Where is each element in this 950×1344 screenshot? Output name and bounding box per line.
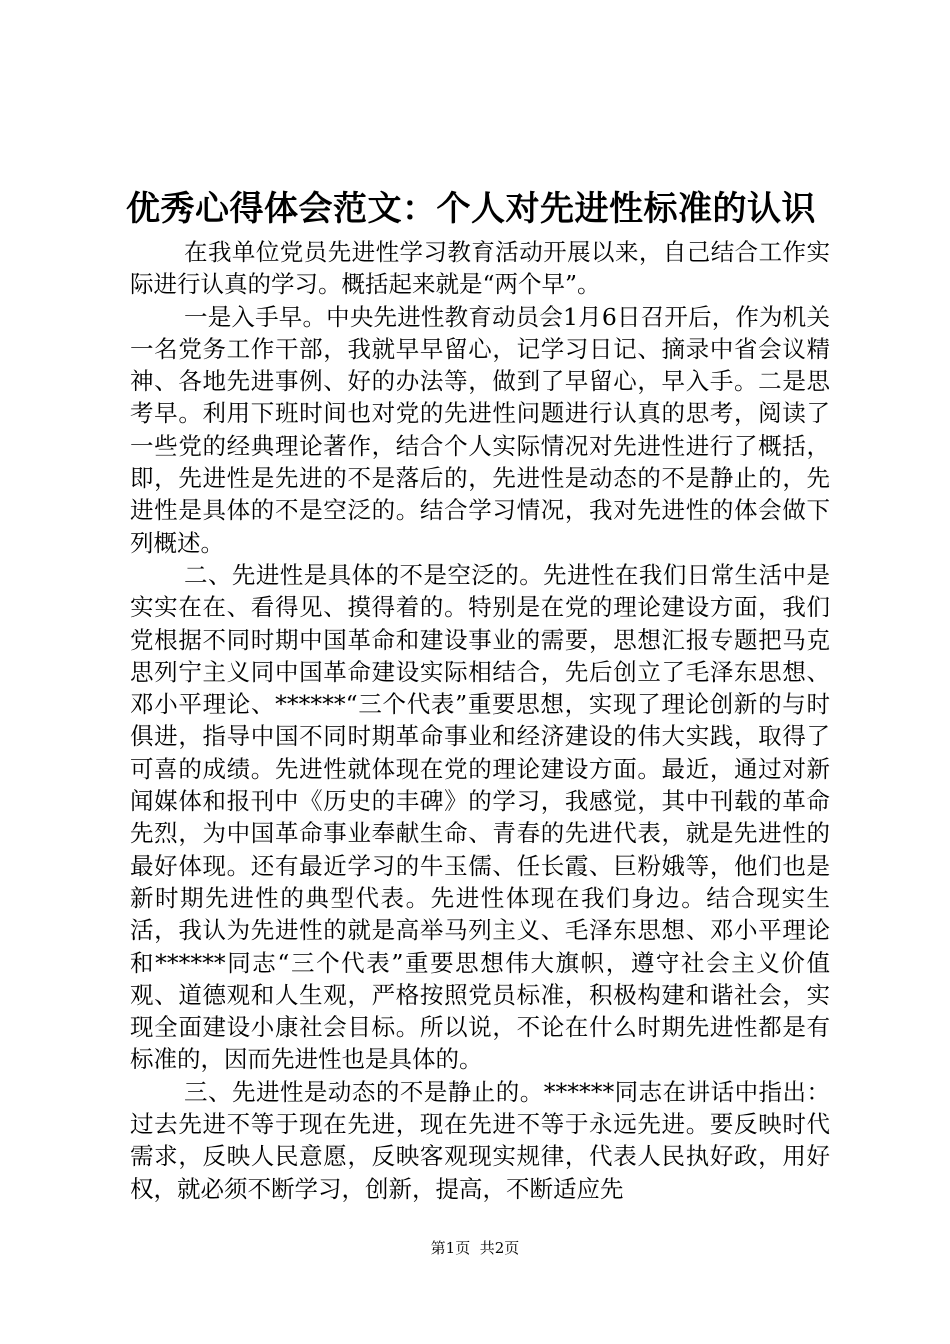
page-total: 共2页	[479, 1239, 520, 1257]
paragraph-4: 三、先进性是动态的不是静止的。******同志在讲话中指出：过去先进不等于现在先进，现在先进不等于永远先进。要反映时代需求，反映人民意愿，反映客观现实规律，代表人民执好政，用好权，就必须不断学习，创新，提高，不断适应先	[130, 1077, 830, 1203]
paragraph-2: 一是入手早。中央先进性教育动员会1月6日召开后，作为机关一名党务工作干部，我就早早留心，记学习日记、摘录中省会议精神、各地先进事例、好的办法等，做到了早留心，早入手。二是思考早。利用下班时间也对党的先进性问题进行认真的思考，阅读了一些党的经典理论著作，结合个人实际情况对先进性进行了概括，即，先进性是先进的不是落后的，先进性是动态的不是静止的，先进性是具体的不是空泛的。结合学习情况，我对先进性的体会做下列概述。	[130, 302, 830, 557]
document-title: 优秀心得体会范文：个人对先进性标准的认识	[126, 189, 816, 229]
document-body	[130, 236, 830, 1205]
paragraph-1: 在我单位党员先进性学习教育活动开展以来，自己结合工作实际进行认真的学习。概括起来就是“两个早”。	[130, 238, 830, 299]
paragraph-3: 二、先进性是具体的不是空泛的。先进性在我们日常生活中是实实在在、看得见、摸得着的。特别是在党的理论建设方面，我们党根据不同时期中国革命和建设事业的需要，思想汇报专题把马克思列宁主义同中国革命建设实际相结合，先后创立了毛泽东思想、邓小平理论、******“三个代表”重要思想，实现了理论创新的与时俱进，指导中国不同时期革命事业和经济建设的伟大实践，取得了可喜的成绩。先进性就体现在党的理论建设方面。最近，通过对新闻媒体和报刊中《历史的丰碑》的学习，我感觉，其中刊载的革命先烈，为中国革命事业奉献生命、青春的先进代表，就是先进性的最好体现。还有最近学习的牛玉儒、任长霞、巨粉娥等，他们也是新时期先进性的典型代表。先进性体现在我们身边。结合现实生活，我认为先进性的就是高举马列主义、毛泽东思想、邓小平理论和******同志“三个代表”重要思想伟大旗帜，遵守社会主义价值观、道德观和人生观，严格按照党员标准，积极构建和谐社会，实现全面建设小康社会目标。所以说，不论在什么时期先进性都是有标准的，因而先进性也是具体的。	[130, 560, 830, 1074]
page-number: 第1页	[430, 1239, 471, 1257]
page-footer	[0, 1238, 950, 1258]
